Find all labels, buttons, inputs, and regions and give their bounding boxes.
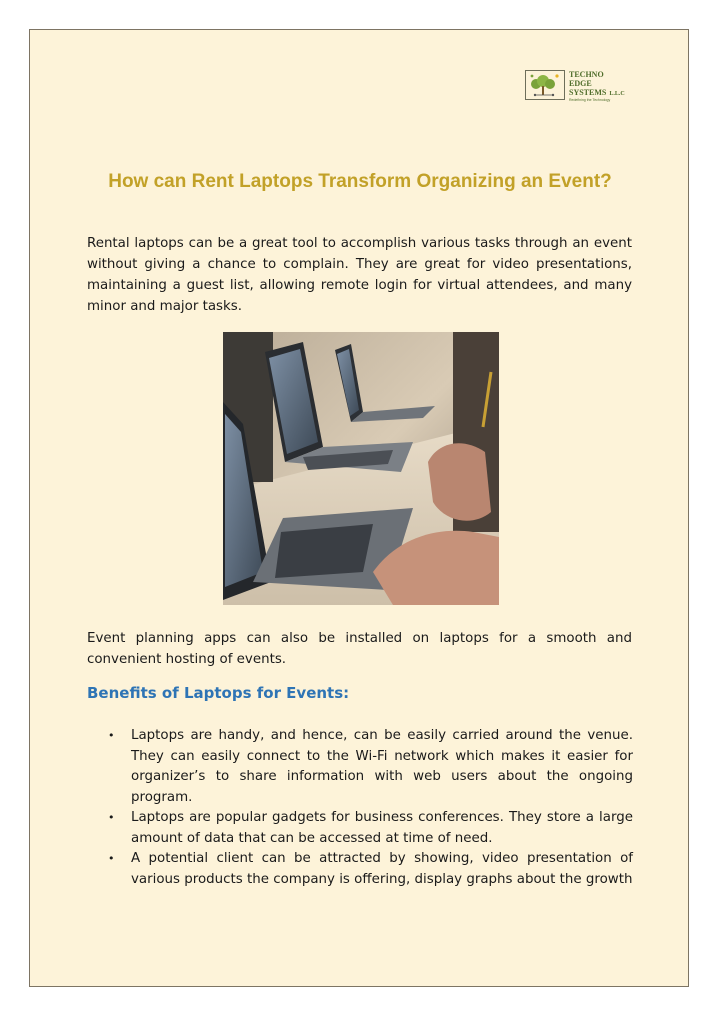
benefit-text: Laptops are handy, and hence, can be easily carried around the venue. They can easily connect to the Wi-Fi network which makes it easier for organizer’s to share information with web users about the ongoing program. <box>131 728 633 805</box>
logo-tagline: Redefining the Technology <box>569 98 611 102</box>
logo-line-1: TECHNO <box>569 70 604 79</box>
logo-llc: L.L.C <box>609 91 625 97</box>
logo-emblem <box>525 70 565 100</box>
logo-line-2: EDGE <box>569 79 592 88</box>
benefit-text: A potential client can be attracted by showing, video presentation of various products the company is offering, display graphs about the growth <box>131 851 633 887</box>
article-title: How can Rent Laptops Transform Organizing an Event? <box>108 171 612 192</box>
bullet-icon: • <box>108 811 115 824</box>
list-item <box>108 849 633 890</box>
laptops-photo <box>223 332 499 605</box>
company-logo <box>525 70 650 106</box>
list-item <box>108 726 633 808</box>
logo-wordmark <box>569 70 625 99</box>
benefits-heading: Benefits of Laptops for Events: <box>87 684 350 702</box>
tree-circuit-icon <box>526 71 566 101</box>
list-item <box>108 808 633 849</box>
benefit-text: Laptops are popular gadgets for business conferences. They store a large amount of data that can be accessed at time of need. <box>131 810 633 846</box>
apps-paragraph: Event planning apps can also be installed on laptops for a smooth and convenient hosting of events. <box>87 631 632 667</box>
document-page <box>29 29 689 987</box>
benefits-list <box>108 726 633 890</box>
bullet-icon: • <box>108 729 115 742</box>
bullet-icon: • <box>108 852 115 865</box>
laptops-illustration <box>223 332 499 605</box>
intro-paragraph: Rental laptops can be a great tool to accomplish various tasks through an event without giving a chance to complain. They are great for video presentations, maintaining a guest list, allowing remote login for virtual attendees, and many minor and major tasks. <box>87 236 632 314</box>
logo-line-3: SYSTEMS <box>569 88 607 97</box>
